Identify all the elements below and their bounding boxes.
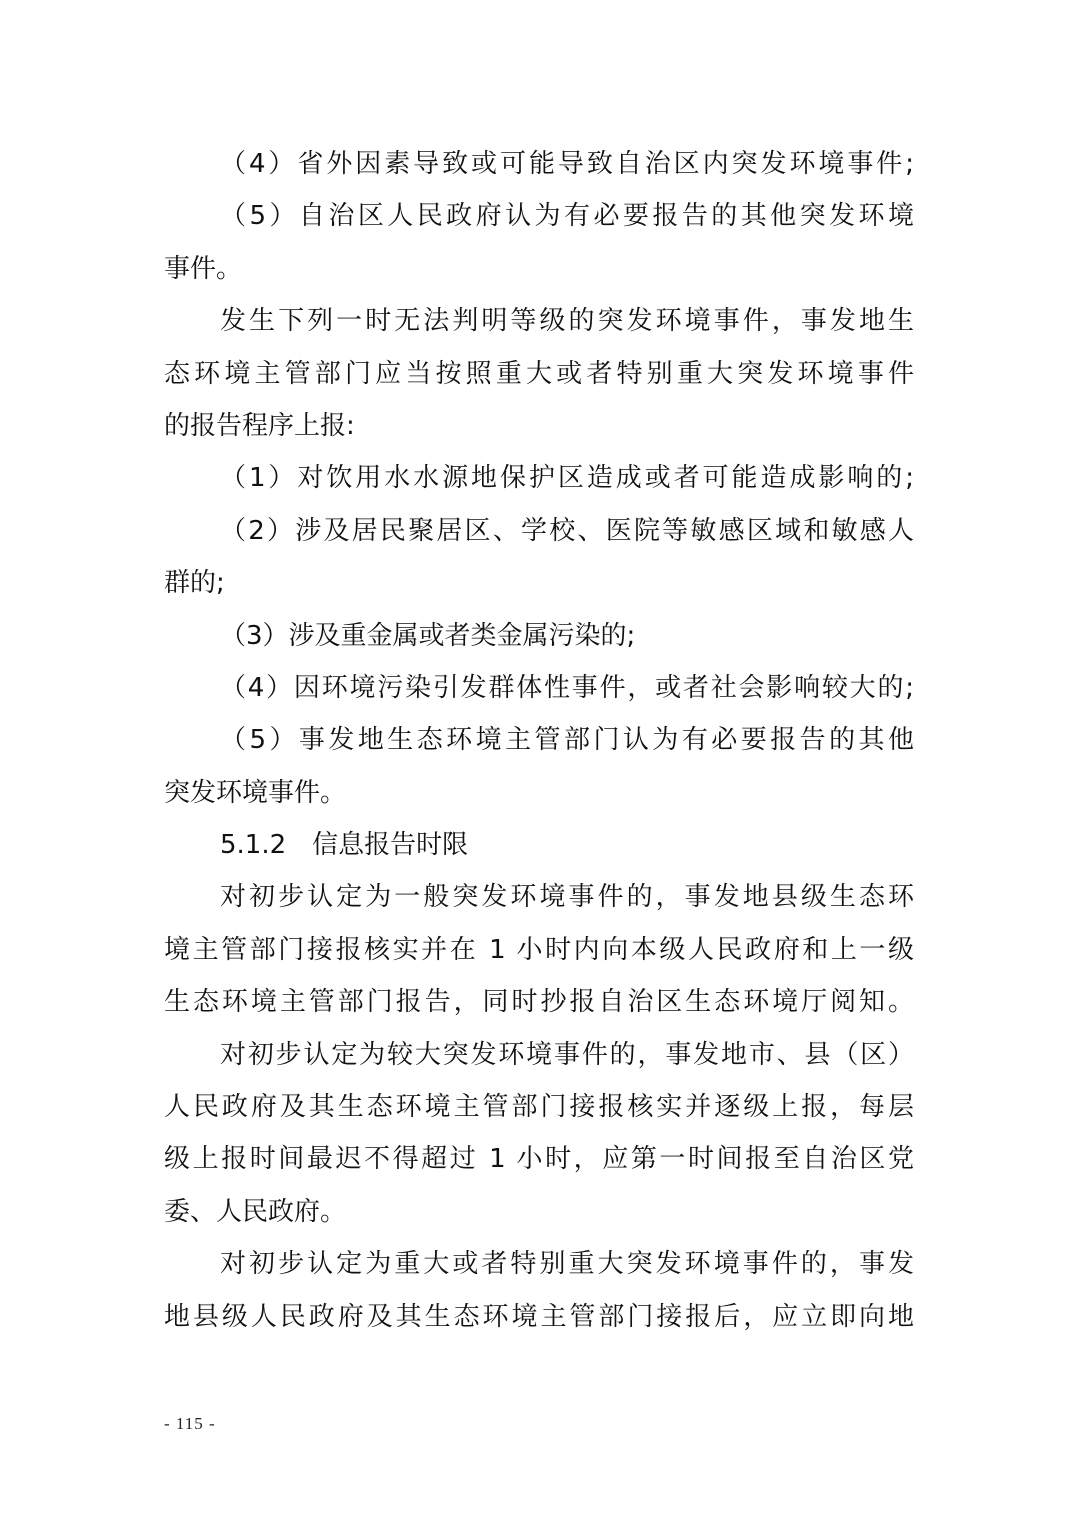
text-line: 地县级人民政府及其生态环境主管部门接报后，应立即向地 [164, 1301, 914, 1332]
text-line: （5）自治区人民政府认为有必要报告的其他突发环境 [220, 201, 914, 232]
text-line: 发生下列一时无法判明等级的突发环境事件，事发地生 [220, 306, 914, 337]
text-line: 委、人民政府。 [164, 1196, 347, 1227]
text-line: 事件。 [164, 253, 243, 284]
document-body [164, 138, 914, 1343]
text-line: （3）涉及重金属或者类金属污染的; [220, 620, 636, 651]
text-line: 对初步认定为一般突发环境事件的，事发地县级生态环 [220, 882, 914, 913]
text-line: 突发环境事件。 [164, 777, 347, 808]
text-line: 的报告程序上报: [164, 410, 355, 441]
text-line: （2）涉及居民聚居区、学校、医院等敏感区域和敏感人 [220, 515, 914, 546]
text-line: 人民政府及其生态环境主管部门接报核实并逐级上报，每层 [164, 1092, 914, 1123]
text-line: 对初步认定为重大或者特别重大突发环境事件的，事发 [220, 1249, 914, 1280]
text-line: 群的; [164, 568, 225, 599]
text-line: 境主管部门接报核实并在 1 小时内向本级人民政府和上一级 [164, 934, 914, 965]
page-number: - 115 - [164, 1414, 216, 1433]
text-line: 级上报时间最迟不得超过 1 小时，应第一时间报至自治区党 [164, 1144, 914, 1175]
text-line: （1）对饮用水水源地保护区造成或者可能造成影响的; [220, 463, 914, 494]
text-line: （4）省外因素导致或可能导致自治区内突发环境事件; [220, 149, 914, 179]
text-line: 5.1.2 信息报告时限 [220, 830, 469, 861]
text-line: （4）因环境污染引发群体性事件，或者社会影响较大的; [220, 672, 914, 703]
text-line: （5）事发地生态环境主管部门认为有必要报告的其他 [220, 725, 914, 756]
text-line: 对初步认定为较大突发环境事件的，事发地市、县（区） [220, 1039, 914, 1070]
text-line: 态环境主管部门应当按照重大或者特别重大突发环境事件 [164, 358, 914, 389]
text-line: 生态环境主管部门报告，同时抄报自治区生态环境厅阅知。 [164, 987, 914, 1018]
